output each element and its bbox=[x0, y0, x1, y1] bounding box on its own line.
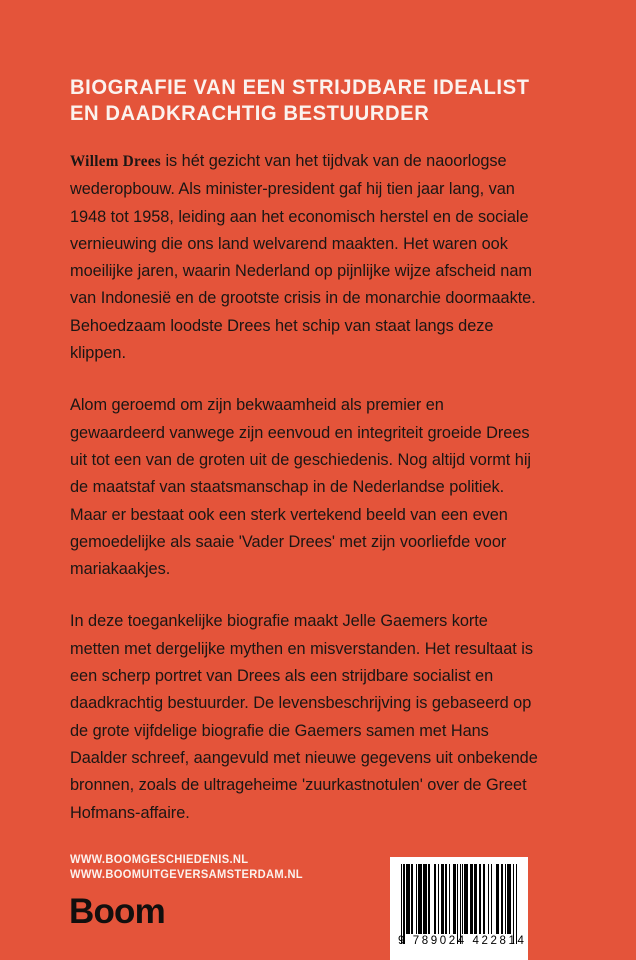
blurb-paragraph-2: Alom geroemd om zijn bekwaamheid als premier en gewaardeerd vanwege zijn eenvoud en integriteit groeide Drees uit tot een van de groten uit de geschiedenis. Nog altijd vormt hij de maatstaf van staatsmanschap in de Nederlandse politiek. Maar er bestaat ook een sterk vertekend beeld van een even gemoedelijke als saaie 'Vader Drees' met zijn voorliefde voor mariakaakjes. bbox=[70, 395, 531, 579]
publisher-urls bbox=[70, 852, 303, 883]
url-boomgeschiedenis[interactable]: WWW.BOOMGESCHIEDENIS.NL bbox=[70, 853, 249, 866]
subject-name: Willem Drees bbox=[70, 153, 161, 170]
blurb-paragraph-1 bbox=[70, 147, 541, 366]
barcode-panel bbox=[390, 857, 528, 960]
publisher-logo: Boom bbox=[69, 892, 165, 931]
url-boomuitgevers[interactable]: WWW.BOOMUITGEVERSAMSTERDAM.NL bbox=[70, 868, 303, 882]
blurb-paragraph-1-rest: is hét gezicht van het tijdvak van de naoorlogse wederopbouw. Als minister-president gaf hij tien jaar lang, van 1948 tot 1958, leiding aan het economisch herstel en de sociale vernieuwing die ons land welvarend maakten. Het waren ook moeilijke jaren, waarin Nederland op pijnlijke wijze afscheid nam van Indonesië en de grootste crisis in de monarchie doormaakte. Behoedzaam loodste Drees het schip van staat langs deze klippen. bbox=[70, 151, 536, 363]
barcode-bars bbox=[401, 864, 517, 934]
blurb-text bbox=[70, 147, 541, 826]
blurb-paragraph-3: In deze toegankelijke biografie maakt Jelle Gaemers korte metten met dergelijke mythen en misverstanden. Het resultaat is een scherp portret van Drees als een strijdbare socialist en daadkrachtig bestuurder. De levensbeschrijving is gebaseerd op de grote vijfdelige biografie die Gaemers samen met Hans Daalder schreef, aangevuld met nieuwe gegevens uit onbekende bronnen, zoals de ultrageheime 'zuurkastnotulen' over de Greet Hofmans-affaire. bbox=[70, 611, 538, 822]
cover-headline: BIOGRAFIE VAN EEN STRIJDBARE IDEALIST EN DAADKRACHTIG BESTUURDER bbox=[70, 75, 530, 125]
barcode-isbn-digits: 9 789024 422814 bbox=[398, 935, 527, 947]
